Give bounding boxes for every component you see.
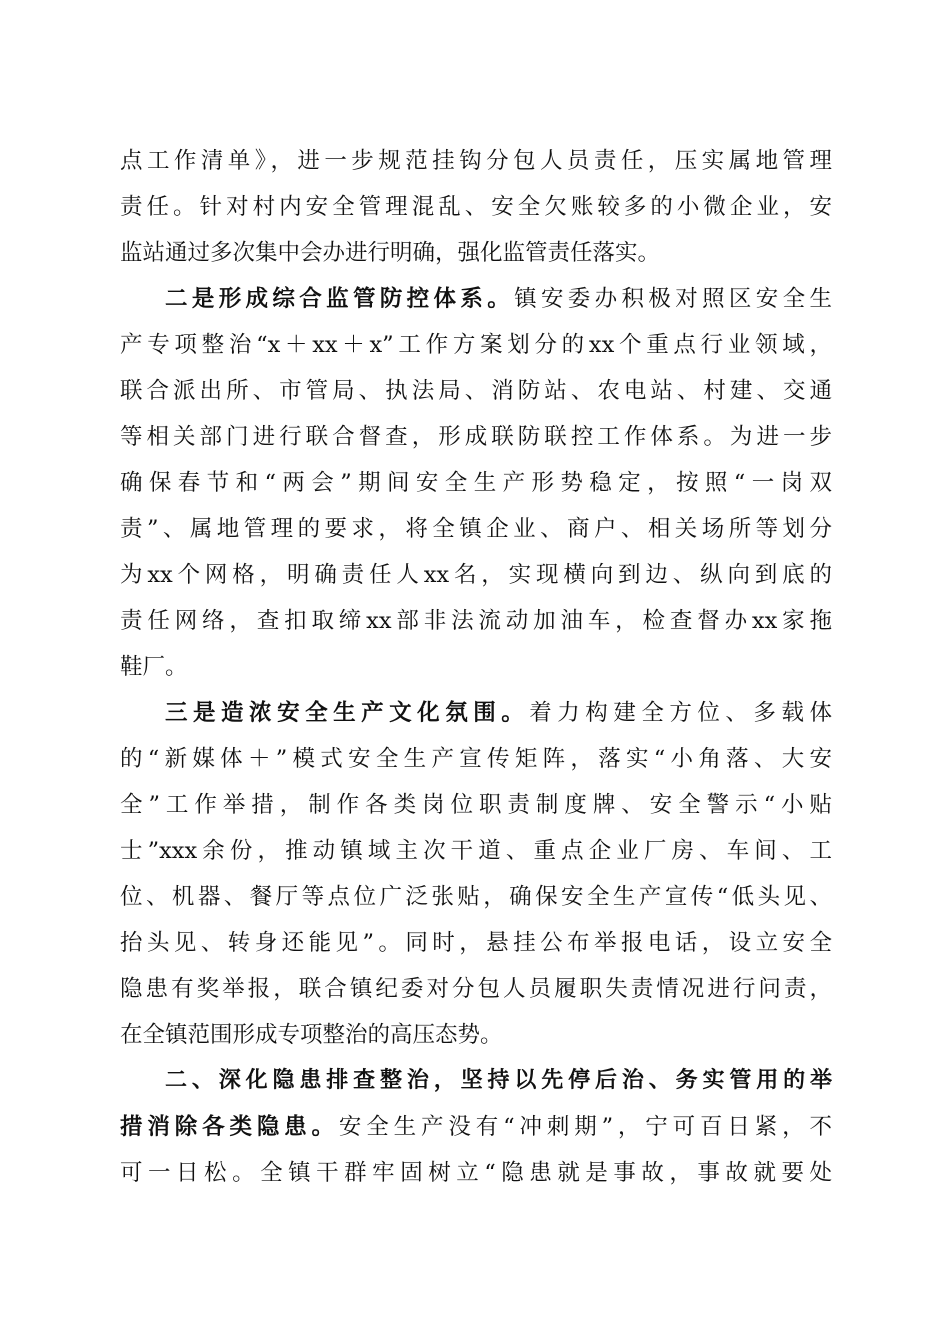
paragraph-3-line-2: 的“新媒体＋”模式安全生产宣传矩阵，落实“小角落、大安 bbox=[120, 746, 832, 772]
paragraph-2-line-7: 为xx个网格，明确责任人xx名，实现横向到边、纵向到底的 bbox=[120, 562, 832, 588]
paragraph-3-line-1 bbox=[165, 690, 832, 736]
paragraph-3-line-8: 在全镇范围形成专项整治的高压态势。 bbox=[120, 1022, 503, 1048]
paragraph-2-line-1-text: 镇安委办积极对照区安全生 bbox=[514, 286, 832, 312]
section-heading-line-1: 二、深化隐患排查整治，坚持以先停后治、务实管用的举 bbox=[165, 1068, 832, 1093]
paragraph-2-line-1 bbox=[165, 276, 832, 322]
paragraph-2-line-5: 确保春节和“两会”期间安全生产形势稳定，按照“一岗双 bbox=[120, 470, 832, 496]
paragraph-3-line-5: 位、机器、餐厅等点位广泛张贴，确保安全生产宣传“低头见、 bbox=[120, 884, 832, 910]
paragraph-3-line-1-text: 着力构建全方位、多载体 bbox=[529, 700, 832, 726]
paragraph-2-line-4: 等相关部门进行联合督查，形成联防联控工作体系。为进一步 bbox=[120, 424, 832, 450]
paragraph-2-line-9: 鞋厂。 bbox=[120, 654, 188, 680]
paragraph-2-line-3: 联合派出所、市管局、执法局、消防站、农电站、村建、交通 bbox=[120, 378, 832, 404]
paragraph-1-line-3: 监站通过多次集中会办进行明确，强化监管责任落实。 bbox=[120, 240, 661, 266]
paragraph-2-lead: 二是形成综合监管防控体系。 bbox=[165, 286, 515, 312]
paragraph-3-line-4: 士”xxx余份，推动镇域主次干道、重点企业厂房、车间、工 bbox=[120, 838, 832, 864]
paragraph-3-line-3: 全”工作举措，制作各类岗位职责制度牌、安全警示“小贴 bbox=[120, 792, 832, 818]
section-heading-line-2: 措消除各类隐患。 bbox=[120, 1114, 339, 1140]
paragraph-2-line-6: 责”、属地管理的要求，将全镇企业、商户、相关场所等划分 bbox=[120, 516, 832, 542]
section-line-3: 可一日松。全镇干群牢固树立“隐患就是事故，事故就要处 bbox=[120, 1160, 832, 1186]
paragraph-3-line-7: 隐患有奖举报，联合镇纪委对分包人员履职失责情况进行问责， bbox=[120, 976, 832, 1002]
paragraph-2-line-2: 产专项整治“x＋xx＋x”工作方案划分的xx个重点行业领域， bbox=[120, 332, 832, 358]
paragraph-2-line-8: 责任网络，查扣取缔xx部非法流动加油车，检查督办xx家拖 bbox=[120, 608, 832, 634]
section-line-2-text: 安全生产没有“冲刺期”，宁可百日紧，不 bbox=[338, 1114, 832, 1140]
paragraph-3-lead: 三是造浓安全生产文化氛围。 bbox=[165, 700, 530, 726]
paragraph-1-line-2: 责任。针对村内安全管理混乱、安全欠账较多的小微企业，安 bbox=[120, 194, 832, 220]
paragraph-3-line-6: 抬头见、转身还能见”。同时，悬挂公布举报电话，设立安全 bbox=[120, 930, 832, 956]
section-line-2 bbox=[120, 1104, 832, 1150]
paragraph-1-line-1: 点工作清单》，进一步规范挂钩分包人员责任，压实属地管理 bbox=[120, 148, 832, 174]
